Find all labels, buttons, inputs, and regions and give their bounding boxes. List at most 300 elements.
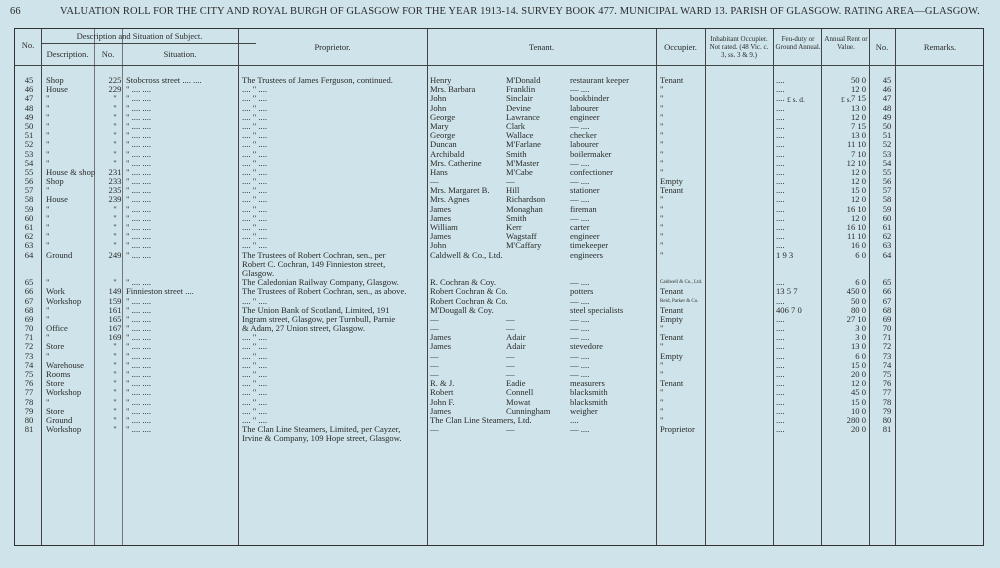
row-proprietor: Glasgow. [242, 267, 275, 278]
row-tenant-last: Monaghan [506, 203, 543, 214]
table-row [14, 269, 984, 278]
row-occupier: " [660, 323, 664, 334]
table-row [14, 361, 984, 370]
row-tenant-first: Archibald [430, 148, 465, 159]
row-tenant-last: Adair [506, 332, 526, 343]
row-proprietor: .... " .... [242, 166, 267, 177]
row-tenant-occupation: — .... [570, 277, 590, 288]
row-feu-duty: .... [776, 93, 785, 104]
row-street-number: " [113, 240, 117, 251]
row-description: Rooms [46, 369, 71, 379]
row-street-number: " [113, 341, 117, 352]
table-body [14, 76, 984, 444]
row-annual-rent: 50 0 [850, 295, 866, 306]
row-no: 81 [24, 424, 34, 435]
row-street-number: " [113, 350, 117, 361]
table-row [14, 352, 984, 361]
row-no-right: 60 [882, 212, 892, 223]
row-no: 64 [24, 249, 34, 260]
table-row [14, 140, 984, 149]
row-situation: " .... .... [126, 378, 151, 389]
table-row [14, 434, 984, 443]
row-proprietor: The Caledonian Railway Company, Glasgow. [242, 277, 399, 288]
row-occupier: Tenant [660, 378, 684, 389]
row-proprietor: .... " .... [242, 111, 267, 122]
row-situation: " .... .... [126, 222, 151, 232]
row-street-number: 169 [108, 332, 122, 343]
row-feu-duty: 406 7 0 [776, 304, 802, 315]
row-annual-rent: 13 0 [850, 102, 866, 113]
row-feu-duty: .... [776, 414, 785, 425]
row-description: " [46, 304, 50, 315]
row-occupier: " [660, 139, 664, 150]
row-annual-rent: 15 0 [850, 185, 866, 196]
row-tenant-occupation: — .... [570, 194, 590, 205]
row-tenant-first: Mrs. Agnes [430, 194, 470, 205]
row-feu-duty: .... [776, 139, 785, 150]
row-tenant-occupation: labourer [570, 102, 599, 113]
row-annual-rent: 80 0 [850, 304, 866, 315]
row-situation: " .... .... [126, 139, 151, 150]
row-no: 66 [24, 286, 34, 297]
table-row [14, 416, 984, 425]
row-feu-duty: .... [776, 424, 785, 435]
row-proprietor: .... " .... [242, 332, 267, 343]
row-no: 80 [24, 414, 34, 425]
row-description: Store [46, 405, 65, 416]
row-proprietor: The Union Bank of Scotland, Limited, 191 [242, 304, 390, 315]
row-tenant-last: M'Master [506, 157, 540, 168]
row-no-right: 72 [882, 341, 892, 352]
row-tenant-last: Eadie [506, 378, 526, 389]
row-situation: " .... .... [126, 249, 151, 260]
row-no-right: 74 [882, 359, 892, 370]
row-tenant-last: Connell [506, 387, 534, 398]
row-no-right: 62 [882, 231, 892, 242]
row-tenant-first: — [430, 350, 439, 361]
feu-units: £ s. d. [787, 95, 805, 104]
table-row [14, 251, 984, 260]
row-no: 68 [24, 304, 34, 315]
row-street-number: " [113, 359, 117, 370]
row-street-number: 233 [108, 176, 122, 187]
row-tenant-occupation: steel specialists [570, 304, 624, 315]
table-row [14, 388, 984, 397]
row-annual-rent: 13 0 [850, 341, 866, 352]
row-proprietor: .... " .... [242, 130, 267, 141]
row-tenant-first: Henry [430, 75, 452, 85]
row-tenant-first: — [430, 323, 439, 334]
row-description: " [46, 130, 50, 141]
row-no-right: 48 [882, 102, 892, 113]
table-row [14, 195, 984, 204]
row-no-right: 50 [882, 120, 892, 131]
row-feu-duty: .... [776, 75, 785, 85]
row-tenant-last: Richardson [506, 194, 546, 205]
row-annual-rent: 12 0 [850, 194, 866, 205]
col-no: No. [21, 40, 35, 50]
row-tenant-first: John F. [430, 396, 455, 407]
row-tenant-last: Clark [506, 120, 526, 131]
row-proprietor: .... " .... [242, 185, 267, 196]
row-street-number: 159 [108, 295, 122, 306]
row-description: House [46, 84, 68, 95]
row-description: Work [46, 286, 65, 297]
row-proprietor: .... " .... [242, 414, 267, 425]
row-feu-duty: .... [776, 120, 785, 131]
row-no-right: 66 [882, 286, 892, 297]
row-no-right: 54 [882, 157, 892, 168]
row-tenant-first: — [430, 424, 439, 435]
row-no-right: 70 [882, 323, 892, 334]
row-feu-duty: .... [776, 323, 785, 334]
row-tenant-occupation: restaurant keeper [570, 75, 629, 85]
row-tenant-first: John [430, 102, 447, 113]
table-row [14, 186, 984, 195]
table-row [14, 333, 984, 342]
row-annual-rent: 12 0 [850, 378, 866, 389]
row-annual-rent: 11 10 [846, 139, 866, 150]
row-occupier: " [660, 387, 664, 398]
row-tenant-last: — [506, 369, 515, 379]
row-annual-rent: 7 15 [850, 120, 866, 131]
row-street-number: " [113, 111, 117, 122]
page-title: VALUATION ROLL FOR THE CITY AND ROYAL BURGH OF GLASGOW FOR THE YEAR 1913-14. SURVEY BOOK 477. MUNICIPAL WARD 13. PARISH OF GLASGOW. RATING AREA—GLASGOW. [60, 6, 980, 17]
table-row [14, 131, 984, 140]
row-situation: Finnieston street .... [126, 286, 194, 297]
row-no-right: 65 [882, 277, 892, 288]
row-situation: " .... .... [126, 313, 151, 324]
row-no-right: 49 [882, 111, 892, 122]
row-occupier: Caldwell & Co., Ltd. [660, 280, 703, 286]
row-occupier: " [660, 157, 664, 168]
row-situation: " .... .... [126, 120, 151, 131]
row-no: 62 [24, 231, 34, 242]
row-annual-rent: 12 0 [850, 212, 866, 223]
row-tenant-first: M'Dougall & Coy. [430, 304, 494, 315]
col-tenant: Tenant. [528, 42, 555, 52]
row-street-number: 249 [108, 249, 122, 260]
row-situation: " .... .... [126, 295, 151, 306]
row-feu-duty: .... [776, 166, 785, 177]
row-tenant-occupation: blacksmith [570, 396, 608, 407]
row-street-number: 229 [108, 84, 122, 95]
row-feu-duty: .... [776, 295, 785, 306]
row-feu-duty: .... [776, 313, 785, 324]
row-tenant-last: — [506, 323, 515, 334]
row-occupier: " [660, 111, 664, 122]
row-description: Office [46, 323, 68, 334]
row-occupier: Tenant [660, 185, 684, 196]
col-inhabitant: Inhabitant Occupier. Not rated. (48 Vic. c. 3, ss. 3 & 9.) [709, 35, 769, 59]
row-tenant-last: — [506, 350, 515, 361]
row-proprietor: Ingram street, Glasgow, per Turnbull, Parnie [242, 313, 396, 324]
row-feu-duty: 1 9 3 [776, 249, 794, 260]
table-row [14, 223, 984, 232]
row-situation: " .... .... [126, 130, 151, 141]
row-no: 45 [24, 75, 34, 85]
row-tenant-occupation: fireman [570, 203, 597, 214]
row-no: 78 [24, 396, 34, 407]
row-no-right: 46 [882, 84, 892, 95]
row-occupier: " [660, 93, 664, 104]
col-feu-duty: Feu-duty or Ground Annual. [775, 35, 821, 51]
row-street-number: " [113, 231, 117, 242]
row-annual-rent: 16 0 [850, 240, 866, 251]
row-description: " [46, 203, 50, 214]
table-row [14, 342, 984, 351]
row-description: " [46, 185, 50, 196]
table-row [14, 94, 984, 103]
row-annual-rent: 280 0 [846, 414, 866, 425]
row-feu-duty: .... [776, 111, 785, 122]
row-tenant-occupation: labourer [570, 139, 599, 150]
row-proprietor: .... " .... [242, 222, 267, 232]
row-proprietor: .... " .... [242, 120, 267, 131]
row-no: 77 [24, 387, 34, 398]
row-description: House & shop [46, 166, 96, 177]
row-annual-rent: 3 0 [855, 332, 866, 343]
row-street-number: 235 [108, 185, 122, 196]
row-tenant-last: Sinclair [506, 93, 533, 104]
row-situation: " .... .... [126, 93, 151, 104]
row-proprietor: The Trustees of Robert Cochran, sen., as above. [242, 286, 407, 297]
table-row [14, 425, 984, 434]
row-occupier: " [660, 249, 664, 260]
row-no-right: 64 [882, 249, 892, 260]
table-row [14, 85, 984, 94]
row-street-number: " [113, 369, 117, 379]
row-description: Ground [46, 414, 73, 425]
row-no-right: 58 [882, 194, 892, 205]
row-no: 52 [24, 139, 34, 150]
col-no-right: No. [875, 42, 889, 52]
row-tenant-occupation: blacksmith [570, 387, 608, 398]
row-tenant-first: R. & J. [430, 378, 455, 389]
table-row [14, 297, 984, 306]
table-row [14, 122, 984, 131]
row-no: 58 [24, 194, 34, 205]
row-occupier: " [660, 84, 664, 95]
row-description: Warehouse [46, 359, 84, 370]
row-tenant-last: Adair [506, 341, 526, 352]
row-situation: " .... .... [126, 304, 151, 315]
row-proprietor: .... " .... [242, 240, 267, 251]
row-tenant-last: Mowat [506, 396, 531, 407]
row-situation: " .... .... [126, 148, 151, 159]
row-feu-duty: .... [776, 369, 785, 379]
row-tenant-first: Robert [430, 387, 454, 398]
row-tenant-last: — [506, 176, 515, 187]
row-situation: " .... .... [126, 166, 151, 177]
table-row [14, 370, 984, 379]
row-feu-duty: .... [776, 203, 785, 214]
row-situation: " .... .... [126, 185, 151, 196]
row-occupier: Empty [660, 176, 683, 187]
row-annual-rent: 12 0 [850, 176, 866, 187]
row-occupier: Empty [660, 313, 683, 324]
row-occupier: " [660, 166, 664, 177]
row-tenant-occupation: .... [570, 414, 579, 425]
row-no-right: 76 [882, 378, 892, 389]
row-situation: " .... .... [126, 231, 151, 242]
row-description: Ground [46, 249, 73, 260]
row-street-number: " [113, 414, 117, 425]
row-tenant-first: John [430, 93, 447, 104]
table-row [14, 306, 984, 315]
row-tenant-occupation: stationer [570, 185, 600, 196]
row-tenant-occupation: weigher [570, 405, 598, 416]
row-no: 50 [24, 120, 34, 131]
row-no-right: 73 [882, 350, 892, 361]
row-proprietor: .... " .... [242, 396, 267, 407]
row-tenant-first: Mary [430, 120, 449, 131]
row-no: 54 [24, 157, 34, 168]
row-description: Shop [46, 176, 64, 187]
row-annual-rent: 6 0 [855, 249, 866, 260]
row-tenant-first: The Clan Line Steamers, Ltd. [430, 414, 532, 425]
row-annual-rent: 13 0 [850, 130, 866, 141]
row-annual-rent: 12 10 [846, 157, 866, 168]
row-feu-duty: .... [776, 157, 785, 168]
row-annual-rent: 6 0 [855, 350, 866, 361]
row-no: 53 [24, 148, 34, 159]
row-situation: " .... .... [126, 359, 151, 370]
row-occupier: Empty [660, 350, 683, 361]
row-description: " [46, 212, 50, 223]
row-situation: " .... .... [126, 350, 151, 361]
row-annual-rent: 50 0 [850, 75, 866, 85]
row-description: " [46, 396, 50, 407]
row-feu-duty: .... [776, 277, 785, 288]
row-proprietor: .... " .... [242, 341, 267, 352]
row-street-number: " [113, 203, 117, 214]
row-tenant-first: — [430, 176, 439, 187]
row-tenant-occupation: — .... [570, 369, 590, 379]
row-no-right: 61 [882, 222, 892, 232]
row-tenant-last: — [506, 313, 515, 324]
row-tenant-first: George [430, 130, 456, 141]
col-description: Description. [46, 49, 89, 59]
row-feu-duty: .... [776, 102, 785, 113]
row-tenant-first: James [430, 341, 452, 352]
row-street-number: " [113, 378, 117, 389]
row-no: 46 [24, 84, 34, 95]
row-no: 55 [24, 166, 34, 177]
row-street-number: " [113, 222, 117, 232]
row-tenant-first: Hans [430, 166, 448, 177]
row-tenant-occupation: confectioner [570, 166, 613, 177]
row-annual-rent: 15 0 [850, 396, 866, 407]
row-annual-rent: 450 0 [846, 286, 866, 297]
row-street-number: " [113, 148, 117, 159]
row-no-right: 59 [882, 203, 892, 214]
row-proprietor: The Trustees of James Ferguson, continued. [242, 75, 393, 85]
row-description: " [46, 332, 50, 343]
row-description: " [46, 277, 50, 288]
row-situation: " .... .... [126, 405, 151, 416]
row-no: 74 [24, 359, 34, 370]
row-street-number: " [113, 387, 117, 398]
row-no: 63 [24, 240, 34, 251]
row-description: " [46, 157, 50, 168]
row-description: " [46, 240, 50, 251]
row-tenant-last: Smith [506, 148, 527, 159]
row-tenant-occupation: timekeeper [570, 240, 609, 251]
row-description: Store [46, 341, 65, 352]
row-situation: " .... .... [126, 396, 151, 407]
row-tenant-first: Mrs. Catherine [430, 157, 482, 168]
table-row [14, 159, 984, 168]
row-tenant-occupation: — .... [570, 120, 590, 131]
row-proprietor: .... " .... [242, 231, 267, 242]
row-tenant-first: John [430, 240, 447, 251]
row-proprietor: .... " .... [242, 148, 267, 159]
row-tenant-occupation: — .... [570, 212, 590, 223]
row-tenant-first: George [430, 111, 456, 122]
row-no: 75 [24, 369, 34, 379]
table-row [14, 150, 984, 159]
row-proprietor: Robert C. Cochran, 149 Finnieston street, [242, 258, 386, 269]
row-occupier: " [660, 341, 664, 352]
row-feu-duty: .... [776, 185, 785, 196]
row-description: " [46, 313, 50, 324]
row-no: 73 [24, 350, 34, 361]
row-feu-duty: .... [776, 396, 785, 407]
table-row [14, 398, 984, 407]
row-no-right: 56 [882, 176, 892, 187]
row-tenant-first: James [430, 405, 452, 416]
row-description: " [46, 93, 50, 104]
row-no-right: 68 [882, 304, 892, 315]
row-tenant-occupation: carter [570, 222, 590, 232]
row-tenant-occupation: — .... [570, 332, 590, 343]
row-street-number: " [113, 405, 117, 416]
row-tenant-last: Devine [506, 102, 531, 113]
row-tenant-occupation: — .... [570, 424, 590, 435]
row-occupier: " [660, 405, 664, 416]
row-tenant-first: Robert Cochran & Co. [430, 295, 508, 306]
row-annual-rent: 3 0 [855, 323, 866, 334]
row-description: " [46, 139, 50, 150]
rent-units: £ s. [841, 95, 852, 104]
row-proprietor: .... " .... [242, 102, 267, 113]
row-no-right: 80 [882, 414, 892, 425]
row-street-number: " [113, 130, 117, 141]
row-feu-duty: .... [776, 231, 785, 242]
row-tenant-occupation: — .... [570, 176, 590, 187]
row-no: 60 [24, 212, 34, 223]
row-proprietor: The Clan Line Steamers, Limited, per Cayzer, [242, 424, 401, 435]
row-feu-duty: 13 5 7 [776, 286, 798, 297]
row-no: 67 [24, 295, 34, 306]
row-situation: " .... .... [126, 194, 151, 205]
row-tenant-occupation: engineer [570, 231, 600, 242]
row-tenant-first: — [430, 313, 439, 324]
row-street-number: " [113, 120, 117, 131]
row-annual-rent: 12 0 [850, 166, 866, 177]
row-occupier: " [660, 212, 664, 223]
row-tenant-last: Hill [506, 185, 520, 196]
row-proprietor: .... " .... [242, 176, 267, 187]
row-proprietor: .... " .... [242, 93, 267, 104]
row-tenant-occupation: checker [570, 130, 597, 141]
row-occupier: " [660, 414, 664, 425]
row-no-right: 79 [882, 405, 892, 416]
table-row [14, 232, 984, 241]
col-subject-group: Description and Situation of Subject. [76, 31, 203, 41]
row-no-right: 55 [882, 166, 892, 177]
